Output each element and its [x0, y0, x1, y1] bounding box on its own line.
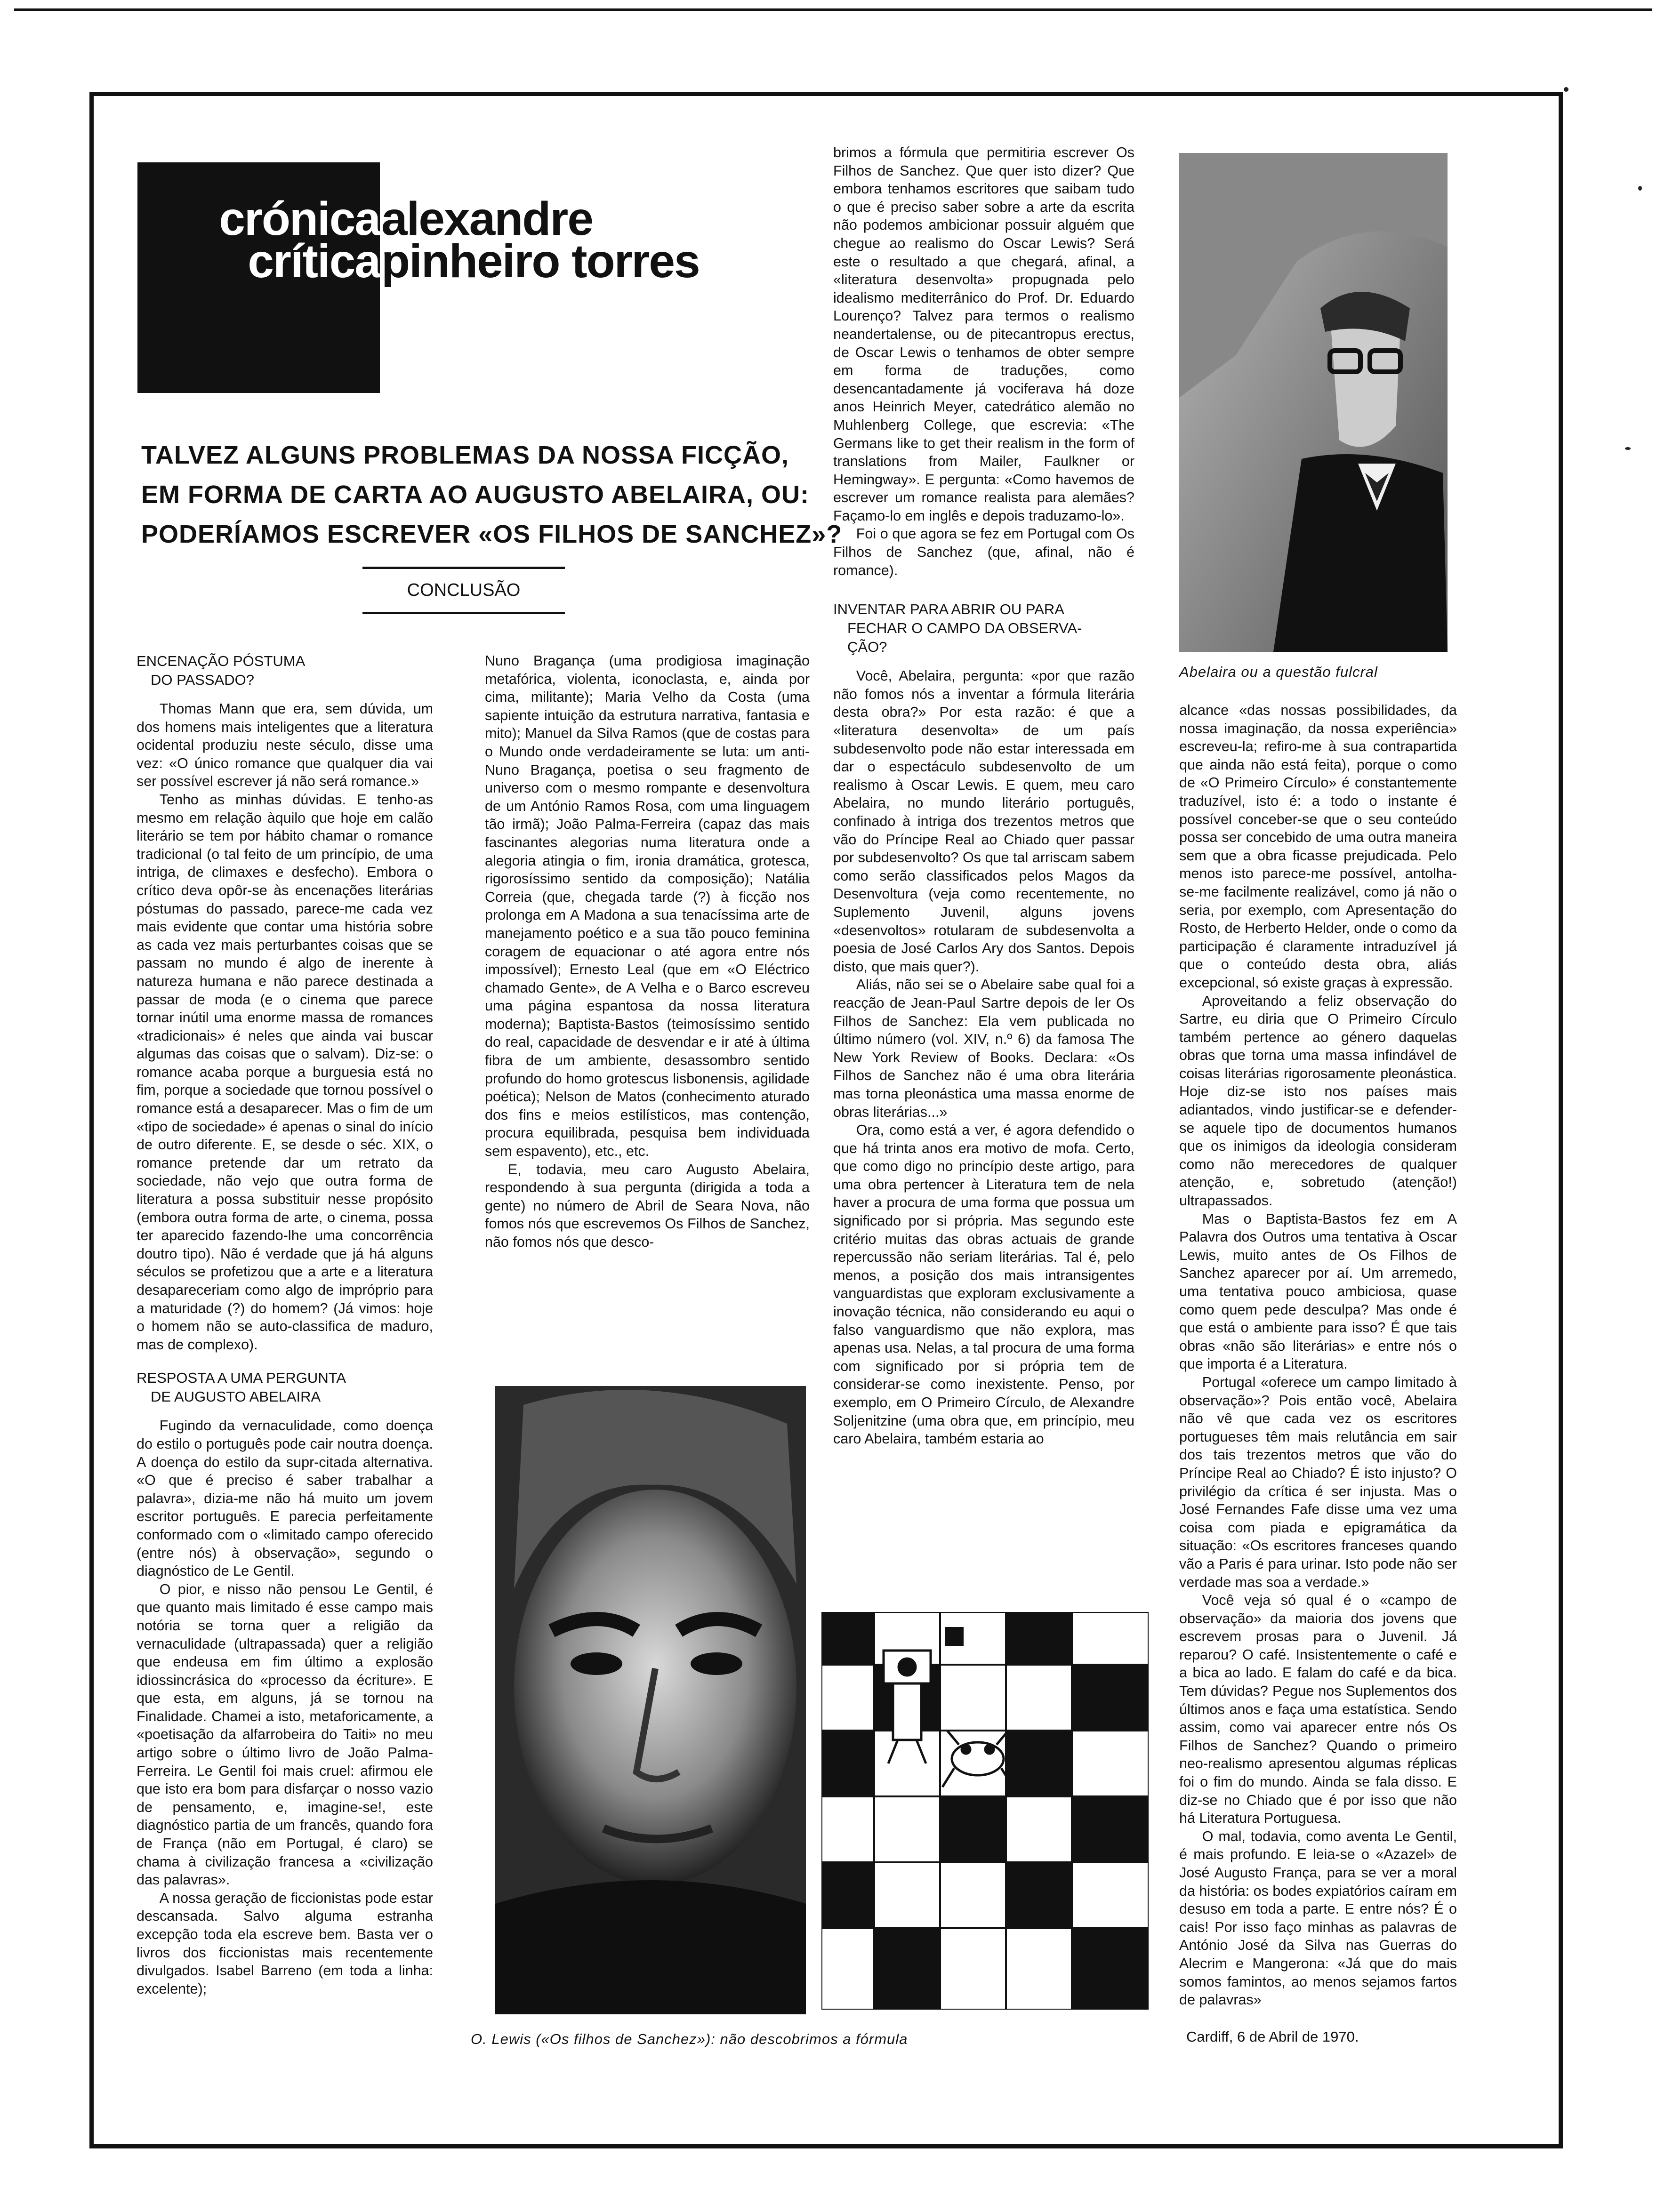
headline-line-1: TALVEZ ALGUNS PROBLEMAS DA NOSSA FICÇÃO,	[141, 441, 789, 469]
lewis-photo	[495, 1386, 806, 2014]
abelaira-caption: Abelaira ou a questão fulcral	[1179, 664, 1378, 680]
author-name-1: alexandre	[381, 192, 593, 245]
rule-bottom	[362, 612, 565, 614]
subheading-encenacao	[137, 652, 433, 689]
conclusion-tag: CONCLUSÃO	[407, 580, 521, 600]
author-name-2: pinheiro torres	[381, 235, 700, 288]
rule-top	[362, 567, 565, 569]
paragraph: Ora, como está a ver, é agora defendido o que há trinta anos era motivo de mofa. Certo, que como digo no princípio deste artigo, para uma obra pertencer à Literatura tem de nela haver a procura de uma forma que possua um significado por si própria. Mas segundo este critério muitas das obras actuais de grande repercussão não seriam literárias. Tal é, pelo menos, a posição dos mais intransigentes vanguardistas que exploram exclusivamente a inovação técnica, não considerando eu aqui o falso vanguardismo que não explora, mas apenas usa. Nelas, a tal procura de uma forma com significado por si própria tem de considerar-se como inexistente. Penso, por exemplo, em O Primeiro Círculo, de Alexandre Soljenitzine (uma obra que, em princípio, meu caro Abelaira, também estaria ao	[833, 1122, 1134, 1447]
column-4	[1179, 701, 1457, 2009]
paragraph: Nuno Bragança (uma prodigiosa imaginação metafórica, violenta, iconoclasta, e, ainda por cima, militante); Maria Velho da Costa (uma sapiente intuição da estrutura narrativa, fantasia e mito); Manuel da Silva Ramos (que de costas para o Mundo onde verdadeiramente se luta: um anti-Nuno Bragança, poetisa o seu fragmento de universo com o mesmo rompante e desenvoltura de um António Ramos Rosa, com uma linguagem tão irmã); João Palma-Ferreira (capaz das mais fascinantes alegorias numa literatura onde a alegoria atingia o fim, ironia dramática, grotesca, rigorosíssimo sentido da composição); Natália Correia (que, chegada tarde (?) à ficção nos prolonga em A Madona a sua tenacíssima arte de manejamento poético e a sua tão pouco feminina coragem de equacionar o até agora entre nós impossível); Ernesto Leal (que em «O Eléctrico chamado Gente», de A Velha e o Barco escreveu uma página espantosa da nossa literatura moderna); Baptista-Bastos (teimosíssimo sentido do real, capacidade de desvendar e ir até à última fibra de um ambiente, desassombro sentido profundo do homo grotescus lisbonensis, agilidade poética); Nelson de Matos (conhecimento aturado dos fins e meios estilísticos, mas contenção, procura equilibrada, pesquisa bem individuada sem espavento), etc., etc.	[485, 653, 810, 1160]
subheading-line: FECHAR O CAMPO DA OBSERVA-	[847, 620, 1082, 637]
paragraph: Tenho as minhas dúvidas. E tenho-as mesmo em relação àquilo que hoje em calão literário se tem por hábito chamar o romance tradicional (o tal feito de um princípio, de uma intriga, de climaxes e desfecho). Embora o crítico deva opôr-se às encenações literárias póstumas do passado, parece-me cada vez mais evidente que contar uma história sobre as cada vez mais perturbantes coisas que se passam no mundo é algo de inerente à natureza humana e não parece destinada a passar de moda (e o cinema que parece tornar inútil uma enorme massa de romances «tradicionais» é neles que ainda vai buscar algumas das coisas que o salvam). Diz-se: o romance acaba porque a burguesia está no fim, porque a sociedade que tornou possível o romance está a desaparecer. Mas o fim de um «tipo de sociedade» é apenas o sinal do início de outro diferente. E, se desde o séc. XIX, o romance pretende dar um retrato da sociedade, não vejo que outra forma de literatura a possa substituir nesse propósito (embora outra forma de arte, o cinema, possa ter aparecido fazendo-lhe uma concorrência doutro tipo). Não é verdade que já há alguns séculos se profetizou que a arte e a literatura desapareceriam como algo de impróprio para a maturidade (?) do homem? (Já vimos: hoje o homem não se auto-classifica de maduro, mas de complexo).	[137, 791, 433, 1353]
subheading-line: DE AUGUSTO ABELAIRA	[151, 1388, 321, 1405]
column-2	[485, 652, 810, 1251]
paragraph: Thomas Mann que era, sem dúvida, um dos homens mais inteligentes que a literatura ocidental produziu neste século, disse uma vez: «O único romance que qualquer dia vai ser possível escrever já não será romance.»	[137, 701, 433, 790]
ink-mark	[1564, 87, 1569, 92]
paragraph: Você, Abelaira, pergunta: «por que razão não fomos nós a inventar a fórmula literária desta obra?» Por esta razão: é que a «literatura desenvolta» de um país subdesenvolto pode não estar interessada em dar o espectáculo subdesenvolto de um realismo à Oscar Lewis. E quem, meu caro Abelaira, no mundo literário português, confinado à intriga dos trezentos metros que vão do Príncipe Real ao Chiado quer passar por subdesenvolto? Os que tal arriscam sabem como serão classificados pelos Magos da Desenvoltura (veja como recentemente, no Suplemento Juvenil, alguns jovens «desenvoltos» rotularam de subdesenvolta a poesia de José Carlos Ary dos Santos. Depois disto, que mais quer?).	[833, 668, 1134, 975]
paragraph: Mas o Baptista-Bastos fez em A Palavra dos Outros uma tentativa à Oscar Lewis, muito antes de Os Filhos de Sanchez aparecer por aí. Um arremedo, uma tentativa pouco ambiciosa, quase como quem pede desculpa? Mas onde é que está o ambiente para isso? É que tais obras «não são literárias» e entre nós o que importa é a Literatura.	[1179, 1210, 1457, 1372]
column-3	[833, 144, 1134, 1448]
pattern-illustration	[821, 1612, 1149, 2010]
section-label-1: crónica	[219, 192, 380, 245]
section-label-2: crítica	[248, 235, 380, 288]
paragraph: Aliás, não sei se o Abelaire sabe qual foi a reacção de Jean-Paul Sartre depois de ler Os Filhos de Sanchez: Ela vem publicada no último número (vol. XIV, n.º 6) da famosa The New York Review of Books. Declara: «Os Filhos de Sanchez não é uma obra literária mas torna pleonástica uma massa enorme de obras literárias...»	[833, 977, 1134, 1120]
paragraph: Portugal «oferece um campo limitado à observação»? Pois então você, Abelaira não vê que cada vez os escritores portugueses têm mais relutância em sair dos tais trezentos metros que vão do Príncipe Real ao Chiado? É isto injusto? O privilégio da crítica é ser injusta. Mas o José Fernandes Fafe disse uma vez uma coisa com piada e epigramática da situação: «Os escritores franceses quando vão a Paris é para urinar. Isto pode não ser verdade mas soa a verdade.»	[1179, 1374, 1457, 1590]
subheading-line: ÇÃO?	[847, 639, 887, 656]
ink-mark	[1625, 447, 1631, 450]
signature-line: Cardiff, 6 de Abril de 1970.	[1186, 2028, 1359, 2045]
paragraph: alcance «das nossas possibilidades, da nossa imaginação, da nossa experiência» escreveu-la; refiro-me à sua contrapartida que ainda não está feita), porque o como de «O Primeiro Círculo» é constantemente traduzível, isto é: a todo o instante é possível conceber-se que o seu conteúdo possa ser concebido de uma outra maneira sem que a obra ficasse prejudicada. Pelo menos isto parece-me possível, antolha-se-me facilmente realizável, como já não o seria, por exemplo, com Apresentação do Rosto, de Herberto Helder, onde o como da participação é claramente intraduzível já que o conteúdo desta obra, aliás excepcional, só existe graças à expressão.	[1179, 702, 1457, 991]
paragraph: E, todavia, meu caro Augusto Abelaira, respondendo à sua pergunta (dirigida a toda a gente) no número de Abril de Seara Nova, não fomos nós que escrevemos Os Filhos de Sanchez, não fomos nós que desco-	[485, 1161, 810, 1250]
paragraph: Fugindo da vernaculidade, como doença do estilo o português pode cair noutra doença. A doença do estilo da supr-citada alternativa. «O que é preciso é saber trabalhar a palavra», dizia-me não há muito um jovem escritor português. E parecia perfeitamente conformado com o «limitado campo oferecido (entre nós) à observação», segundo o diagnóstico de Le Gentil.	[137, 1418, 433, 1579]
abelaira-photo	[1179, 153, 1448, 652]
portrait-illustration	[1179, 153, 1448, 652]
subheading-line: RESPOSTA A UMA PERGUNTA	[137, 1370, 346, 1387]
headline-line-2: EM FORMA DE CARTA AO AUGUSTO ABELAIRA, OU:	[141, 481, 809, 509]
paragraph: O pior, e nisso não pensou Le Gentil, é que quanto mais limitado é esse campo mais notória se torna quer a religião da vernaculidade (ultrapassada) quer a religião que endeusa em fim último a explosão idiossincrásica do «processo da écriture». E que esta, em alguns, já se tornou na Finalidade. Chamei a isto, metaforicamente, a «poetisação da alfarrobeira do Taiti» no meu artigo sobre o último livro de João Palma-Ferreira. Le Gentil foi mais cruel: afirmou ele que isto era bom para disfarçar o nosso vazio de pensamento, e, imagine-se!, este diagnóstico partia de um francês, quando fora de França (não em Portugal, é claro) se chama à civilização francesa a «civilização das palavras».	[137, 1581, 433, 1888]
subheading-resposta	[137, 1369, 433, 1406]
tiles-illustration	[822, 1613, 1149, 2010]
section-badge	[137, 162, 380, 393]
paragraph: Foi o que agora se fez em Portugal com Os Filhos de Sanchez (que, afinal, não é romance).	[833, 526, 1134, 578]
portrait-illustration	[495, 1386, 806, 2014]
ink-mark	[1638, 186, 1642, 191]
subheading-inventar	[833, 600, 1134, 657]
lewis-caption: O. Lewis («Os filhos de Sanchez»): não descobrimos a fórmula	[471, 2031, 908, 2047]
subheading-line: ENCENAÇÃO PÓSTUMA	[137, 653, 306, 669]
headline	[141, 435, 843, 554]
paragraph: O mal, todavia, como aventa Le Gentil, é mais profundo. E leia-se o «Azazel» de José Augusto França, para se ver a moral da história: os bodes expiatórios caíram em desuso em toda a parte. E entre nós? É o cais! Por isso faço minhas as palavras de António José da Silva nas Guerras do Alecrim e Mangerona: «Já que do mais somos famintos, ao menos sejamos fartos de palavras»	[1179, 1828, 1457, 2008]
paragraph: Aproveitando a feliz observação do Sartre, eu diria que O Primeiro Círculo também pertence ao género daquelas obras que torna uma massa infindável de coisas literárias rigorosamente pleonástica. Hoje diz-se isto nos países mais adiantados, vindo justificar-se e defender-se aquele tipo de documentos humanos que os inimigos da ideologia consideram como não merecedores de qualquer atenção, e, sobretudo (atenção!) ultrapassados.	[1179, 993, 1457, 1209]
column-1	[137, 652, 433, 1998]
headline-line-3: PODERÍAMOS ESCREVER «OS FILHOS DE SANCHEZ»?	[141, 520, 843, 548]
paragraph: Você veja só qual é o «campo de observação» da maioria dos jovens que escrevem prosas para o Juvenil. Já reparou? O café. Insistentemente o café e a bica ao lado. E falam do café e da bica. Tem dúvidas? Pegue nos Suplementos dos últimos anos e faça uma estatística. Sendo assim, como vai aparecer entre nós Os Filhos de Sanchez? Quando o primeiro neo-realismo apresentou algumas réplicas foi o fim do mundo. Ainda se fala disso. E diz-se no Chiado que é por isso que não há Literatura Portuguesa.	[1179, 1592, 1457, 1827]
frog-figure-icon	[942, 1731, 1013, 1787]
subheading-line: INVENTAR PARA ABRIR OU PARA	[833, 601, 1064, 618]
top-rule	[14, 8, 1652, 11]
subheading-line: DO PASSADO?	[151, 672, 254, 688]
paragraph: A nossa geração de ficcionistas pode estar descansada. Salvo alguma estranha excepção toda ela escreve bem. Basta ver o livros dos ficcionistas mais recentemente divulgados. Isabel Barreno (em toda a linha: excelente);	[137, 1890, 433, 1997]
paragraph: brimos a fórmula que permitiria escrever Os Filhos de Sanchez. Que quer isto dizer? Que embora tenhamos escritores que saibam tudo o que é preciso saber sobre a arte da escrita não podemos ambicionar possuir alguém que chegue ao realismo do Oscar Lewis? Será este o resultado a que chegará, afinal, a «literatura desenvolta» propugnada pelo idealismo mediterrânico do Prof. Dr. Eduardo Lourenço? Talvez para termos o realismo neandertalense, ou de pitecantropus erectus, de Oscar Lewis o tenhamos de obter sempre em forma de traduções, como desencantadamente já vociferava há doze anos Heinrich Meyer, catedrático alemão no Muhlenberg College, que escrevia: «The Germans like to get their realism in the form of translations from Mailer, Faulkner or Hemingway». E pergunta: «Como havemos de escrever um romance realista para alemães? Façamo-lo em inglês e depois traduzamo-lo».	[833, 144, 1134, 524]
